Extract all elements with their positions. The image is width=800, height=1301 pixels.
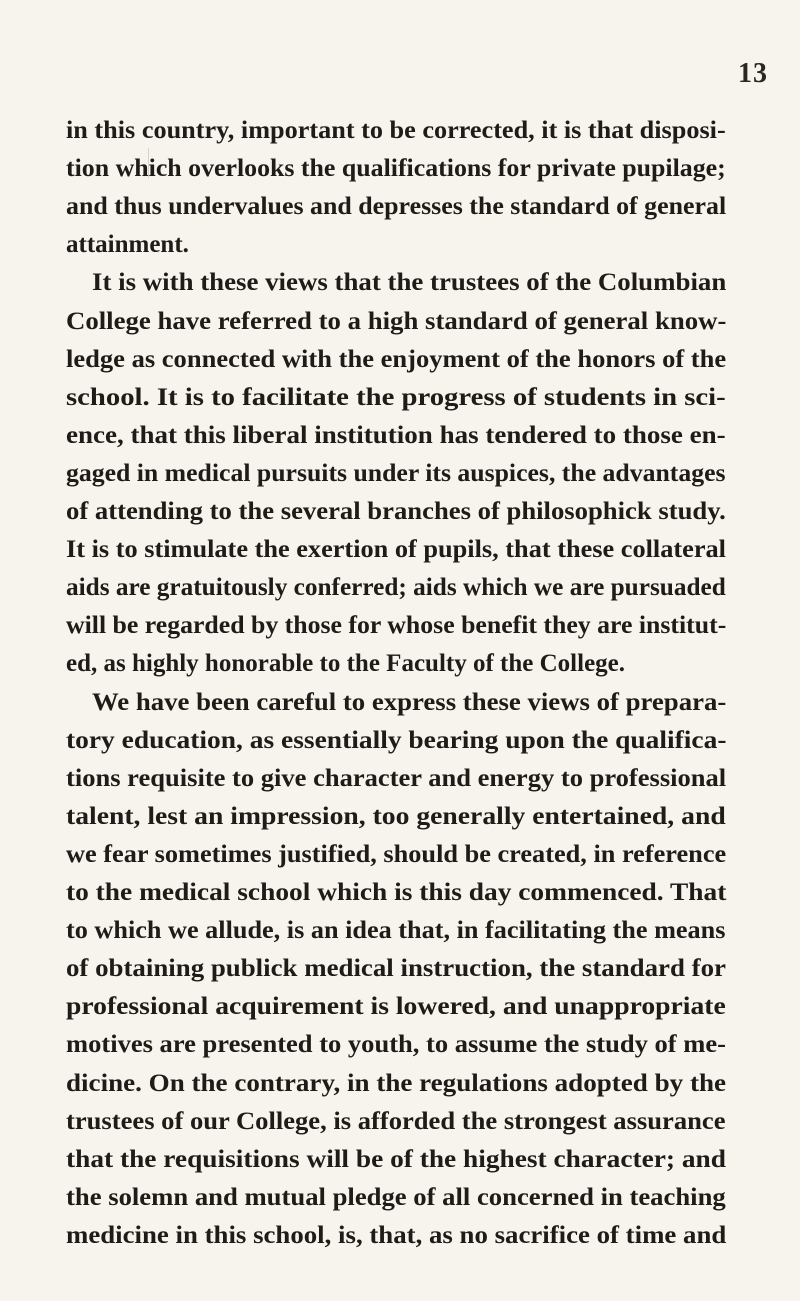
- text-line: tions requisite to give character and energy to professional: [66, 765, 727, 792]
- text-line: ed, as highly honorable to the Faculty of the College.: [66, 650, 626, 677]
- text-line: It is with these views that the trustees of the Columbian: [92, 269, 727, 296]
- text-line: tion which overlooks the qualifications for private pupilage;: [66, 155, 726, 182]
- text-line: ledge as connected with the enjoyment of the honors of the: [66, 346, 727, 373]
- text-line: College have referred to a high standard of general know-: [66, 308, 727, 335]
- text-line: ence, that this liberal institution has tendered to those en-: [66, 422, 726, 449]
- text-line: of attending to the several branches of philosophick study.: [66, 498, 726, 525]
- text-line: It is to stimulate the exertion of pupils, that these collateral: [66, 536, 726, 563]
- text-line: to which we allude, is an idea that, in facilitating the means: [66, 917, 726, 944]
- text-line: professional acquirement is lowered, and unappropriate: [66, 993, 726, 1020]
- text-line: and thus undervalues and depresses the standard of general: [66, 193, 727, 220]
- text-line: school. It is to facilitate the progress of students in sci-: [66, 384, 726, 411]
- text-line: dicine. On the contrary, in the regulations adopted by the: [66, 1070, 727, 1097]
- text-line: gaged in medical pursuits under its auspices, the advantages: [66, 460, 726, 487]
- text-line: we fear sometimes justified, should be created, in reference: [66, 841, 727, 868]
- text-line: talent, lest an impression, too generally entertained, and: [66, 803, 726, 830]
- text-line: in this country, important to be corrected, it is that disposi-: [66, 117, 726, 144]
- text-line: attainment.: [66, 231, 189, 258]
- text-line: to the medical school which is this day commenced. That: [66, 879, 727, 906]
- text-line: tory education, as essentially bearing upon the qualifica-: [66, 727, 727, 754]
- text-line: motives are presented to youth, to assume the study of me-: [66, 1031, 726, 1058]
- text-line: of obtaining publick medical instruction, the standard for: [66, 955, 726, 982]
- page-number: 13: [738, 58, 768, 89]
- text-line: that the requisitions will be of the highest character; and: [66, 1146, 726, 1173]
- text-line: trustees of our College, is afforded the strongest assurance: [66, 1108, 726, 1135]
- text-line: aids are gratuitously conferred; aids which we are pursuaded: [66, 574, 726, 601]
- text-line: will be regarded by those for whose benefit they are institut-: [66, 612, 727, 639]
- text-line: We have been careful to express these views of prepara-: [92, 689, 727, 716]
- text-line: the solemn and mutual pledge of all concerned in teaching: [66, 1184, 726, 1211]
- text-line: medicine in this school, is, that, as no sacrifice of time and: [66, 1222, 727, 1249]
